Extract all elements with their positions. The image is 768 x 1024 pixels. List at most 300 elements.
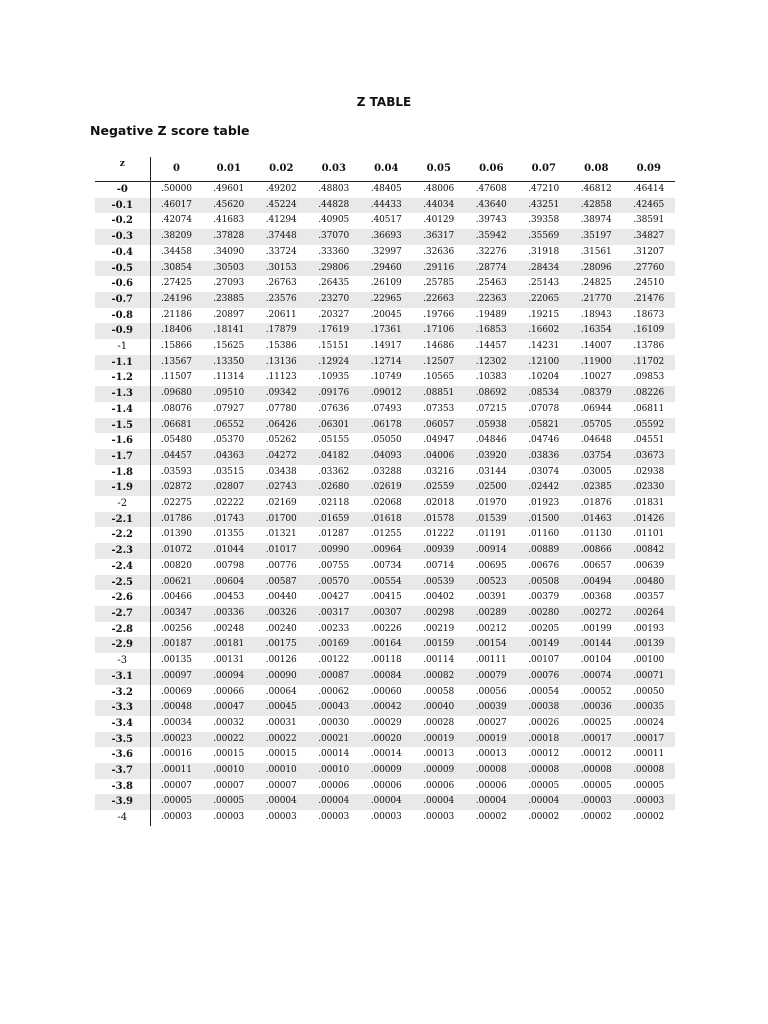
probability-cell: .03920: [465, 449, 518, 465]
table-row: [95, 575, 675, 591]
probability-cell: .39743: [475, 215, 507, 226]
probability-cell: .00539: [413, 575, 466, 591]
table-row: [95, 198, 675, 214]
z-value-cell: -3.5: [95, 732, 150, 748]
probability-cell: .00026: [528, 717, 560, 728]
probability-cell: .02743: [255, 480, 308, 496]
probability-cell: .00554: [360, 575, 413, 591]
probability-cell: .00009: [413, 763, 466, 779]
probability-cell: .00019: [413, 732, 466, 748]
probability-cell: .10565: [423, 372, 455, 383]
probability-cell: .00018: [518, 732, 571, 748]
probability-cell: .00005: [528, 780, 560, 791]
probability-cell: .19766: [423, 309, 455, 320]
z-value-cell: -2: [95, 496, 150, 512]
column-header: 0.06: [465, 157, 518, 182]
z-value-cell: -0.7: [95, 292, 150, 308]
probability-cell: .00639: [633, 560, 665, 571]
probability-cell: .48803: [318, 184, 350, 194]
probability-cell: .01160: [528, 529, 560, 540]
probability-cell: .01463: [570, 512, 623, 528]
probability-cell: .00040: [413, 700, 466, 716]
probability-cell: .00003: [318, 812, 350, 823]
probability-cell: .11507: [161, 372, 192, 383]
probability-cell: .20045: [370, 309, 402, 320]
probability-cell: .11900: [570, 355, 623, 371]
probability-cell: .00004: [413, 794, 466, 810]
probability-cell: .29460: [360, 261, 413, 277]
probability-cell: .01191: [475, 529, 507, 540]
probability-cell: .24196: [150, 292, 203, 308]
probability-cell: .00074: [570, 669, 623, 685]
probability-cell: .23270: [308, 292, 361, 308]
probability-cell: .25143: [528, 278, 560, 289]
z-column-header: z: [95, 157, 150, 182]
probability-cell: .01831: [633, 498, 665, 509]
probability-cell: .00047: [203, 700, 256, 716]
probability-cell: .00149: [518, 637, 571, 653]
table-row: [95, 292, 675, 308]
probability-cell: .03515: [213, 466, 245, 477]
probability-cell: .01072: [150, 543, 203, 559]
probability-cell: .00024: [633, 717, 665, 728]
table-header-row: [95, 157, 675, 182]
probability-cell: .01130: [580, 529, 612, 540]
probability-cell: .10204: [528, 372, 560, 383]
probability-cell: .01426: [623, 512, 676, 528]
probability-cell: .12302: [465, 355, 518, 371]
probability-cell: .34090: [213, 246, 245, 257]
z-table: [95, 157, 675, 826]
z-value-cell: -0.5: [95, 261, 150, 277]
probability-cell: .00264: [623, 606, 676, 622]
z-value-cell: -2.4: [95, 559, 150, 575]
probability-cell: .00002: [475, 812, 507, 823]
probability-cell: .02169: [265, 498, 297, 509]
probability-cell: .18943: [580, 309, 612, 320]
probability-cell: .00038: [518, 700, 571, 716]
probability-cell: .00004: [465, 794, 518, 810]
probability-cell: .30503: [203, 261, 256, 277]
probability-cell: .17361: [360, 323, 413, 339]
probability-cell: .00175: [255, 637, 308, 653]
z-value-cell: -0.1: [95, 198, 150, 214]
table-row: [95, 496, 675, 512]
probability-cell: .02619: [360, 480, 413, 496]
probability-cell: .35942: [465, 229, 518, 245]
probability-cell: .26763: [265, 278, 297, 289]
probability-cell: .42074: [161, 215, 192, 226]
probability-cell: .05480: [161, 435, 192, 446]
z-value-cell: -2.1: [95, 512, 150, 528]
z-value-cell: -1.9: [95, 480, 150, 496]
section-title: Negative Z score table: [90, 123, 250, 138]
probability-cell: .00019: [465, 732, 518, 748]
probability-cell: .00008: [465, 763, 518, 779]
probability-cell: .00004: [518, 794, 571, 810]
z-value-cell: -1.2: [95, 370, 150, 386]
probability-cell: .00570: [308, 575, 361, 591]
probability-cell: .00820: [161, 560, 192, 571]
probability-cell: .41294: [265, 215, 297, 226]
probability-cell: .00017: [623, 732, 676, 748]
probability-cell: .05938: [465, 418, 518, 434]
column-header: 0.03: [308, 157, 361, 182]
probability-cell: .13786: [633, 341, 665, 352]
probability-cell: .00005: [150, 794, 203, 810]
probability-cell: .00031: [265, 717, 297, 728]
probability-cell: .15625: [213, 341, 245, 352]
z-value-cell: -0: [95, 182, 150, 198]
probability-cell: .00107: [528, 655, 560, 666]
probability-cell: .39358: [528, 215, 560, 226]
probability-cell: .00020: [360, 732, 413, 748]
table-row: [95, 433, 675, 449]
probability-cell: .00010: [255, 763, 308, 779]
probability-cell: .13567: [150, 355, 203, 371]
probability-cell: .46812: [580, 184, 612, 194]
table-row: [95, 543, 675, 559]
probability-cell: .00082: [413, 669, 466, 685]
probability-cell: .02807: [203, 480, 256, 496]
z-value-cell: -2.2: [95, 527, 150, 543]
probability-cell: .01222: [423, 529, 455, 540]
probability-cell: .03593: [161, 466, 192, 477]
probability-cell: .00219: [423, 623, 455, 634]
probability-cell: .50000: [161, 184, 192, 194]
z-value-cell: -1.4: [95, 402, 150, 418]
probability-cell: .00776: [265, 560, 297, 571]
probability-cell: .05370: [213, 435, 245, 446]
probability-cell: .00240: [265, 623, 297, 634]
z-value-cell: -2.6: [95, 590, 150, 606]
probability-cell: .27093: [213, 278, 245, 289]
probability-cell: .00164: [360, 637, 413, 653]
probability-cell: .02018: [423, 498, 455, 509]
probability-cell: .00256: [161, 623, 192, 634]
probability-cell: .01659: [308, 512, 361, 528]
probability-cell: .01618: [360, 512, 413, 528]
probability-cell: .00052: [580, 686, 612, 697]
probability-cell: .06944: [580, 403, 612, 414]
probability-cell: .05821: [518, 418, 571, 434]
probability-cell: .00006: [475, 780, 507, 791]
probability-cell: .00523: [465, 575, 518, 591]
probability-cell: .00005: [203, 794, 256, 810]
probability-cell: .00004: [360, 794, 413, 810]
probability-cell: .00368: [580, 592, 612, 603]
probability-cell: .00003: [213, 812, 245, 823]
table-row: [95, 779, 675, 795]
probability-cell: .00013: [475, 749, 507, 760]
probability-cell: .00466: [161, 592, 192, 603]
table-row: [95, 512, 675, 528]
probability-cell: .00007: [265, 780, 297, 791]
table-row: [95, 276, 675, 292]
table-row: [95, 418, 675, 434]
probability-cell: .02500: [465, 480, 518, 496]
probability-cell: .00079: [465, 669, 518, 685]
probability-cell: .29806: [308, 261, 361, 277]
probability-cell: .30854: [150, 261, 203, 277]
probability-cell: .03074: [528, 466, 560, 477]
probability-cell: .16853: [465, 323, 518, 339]
probability-cell: .38974: [580, 215, 612, 226]
probability-cell: .00043: [308, 700, 361, 716]
probability-cell: .09176: [308, 386, 361, 402]
probability-cell: .00013: [423, 749, 455, 760]
probability-cell: .00734: [370, 560, 402, 571]
probability-cell: .00003: [570, 794, 623, 810]
probability-cell: .00004: [255, 794, 308, 810]
probability-cell: .00005: [633, 780, 665, 791]
probability-cell: .17619: [308, 323, 361, 339]
probability-cell: .45620: [203, 198, 256, 214]
probability-cell: .00357: [633, 592, 665, 603]
probability-cell: .00798: [213, 560, 245, 571]
probability-cell: .26109: [370, 278, 402, 289]
probability-cell: .00453: [213, 592, 245, 603]
probability-cell: .00034: [161, 717, 192, 728]
probability-cell: .02068: [370, 498, 402, 509]
probability-cell: .00003: [623, 794, 676, 810]
z-value-cell: -2.3: [95, 543, 150, 559]
z-value-cell: -2.5: [95, 575, 150, 591]
table-row: [95, 308, 675, 324]
probability-cell: .00066: [213, 686, 245, 697]
probability-cell: .00012: [528, 749, 560, 760]
table-row: [95, 213, 675, 229]
probability-cell: .00097: [150, 669, 203, 685]
probability-cell: .13350: [203, 355, 256, 371]
column-header: 0.07: [518, 157, 571, 182]
probability-cell: .02872: [150, 480, 203, 496]
z-value-cell: -1.8: [95, 465, 150, 481]
probability-cell: .04006: [413, 449, 466, 465]
probability-cell: .00064: [265, 686, 297, 697]
probability-cell: .31207: [633, 246, 665, 257]
table-row: [95, 669, 675, 685]
table-row: [95, 339, 675, 355]
probability-cell: .23885: [203, 292, 256, 308]
table-row: [95, 245, 675, 261]
table-row: [95, 685, 675, 701]
probability-cell: .00012: [580, 749, 612, 760]
probability-cell: .01539: [465, 512, 518, 528]
z-value-cell: -2.8: [95, 622, 150, 638]
probability-cell: .00006: [423, 780, 455, 791]
column-header: 0.08: [570, 157, 623, 182]
probability-cell: .16354: [570, 323, 623, 339]
probability-cell: .14457: [475, 341, 507, 352]
z-value-cell: -0.6: [95, 276, 150, 292]
probability-cell: .00039: [465, 700, 518, 716]
probability-cell: .27760: [623, 261, 676, 277]
probability-cell: .00508: [518, 575, 571, 591]
probability-cell: .03673: [623, 449, 676, 465]
probability-cell: .00003: [370, 812, 402, 823]
probability-cell: .00676: [528, 560, 560, 571]
probability-cell: .02442: [518, 480, 571, 496]
probability-cell: .09680: [150, 386, 203, 402]
table-row: [95, 606, 675, 622]
probability-cell: .08226: [623, 386, 676, 402]
probability-cell: .15151: [318, 341, 350, 352]
probability-cell: .01044: [203, 543, 256, 559]
probability-cell: .00054: [528, 686, 560, 697]
probability-cell: .01355: [213, 529, 245, 540]
table-row: [95, 449, 675, 465]
probability-cell: .00379: [528, 592, 560, 603]
probability-cell: .14917: [370, 341, 402, 352]
probability-cell: .38591: [633, 215, 665, 226]
probability-cell: .00006: [318, 780, 350, 791]
probability-cell: .22363: [465, 292, 518, 308]
probability-cell: .07215: [475, 403, 507, 414]
probability-cell: .00006: [370, 780, 402, 791]
z-value-cell: -3.9: [95, 794, 150, 810]
probability-cell: .00036: [570, 700, 623, 716]
probability-cell: .00008: [623, 763, 676, 779]
probability-cell: .25463: [475, 278, 507, 289]
probability-cell: .00205: [528, 623, 560, 634]
probability-cell: .11702: [623, 355, 676, 371]
probability-cell: .29116: [413, 261, 466, 277]
probability-cell: .08851: [413, 386, 466, 402]
probability-cell: .00011: [633, 749, 665, 760]
probability-cell: .00005: [580, 780, 612, 791]
probability-cell: .00087: [308, 669, 361, 685]
probability-cell: .45224: [255, 198, 308, 214]
probability-cell: .18141: [203, 323, 256, 339]
probability-cell: .00317: [308, 606, 361, 622]
table-row: [95, 182, 675, 198]
probability-cell: .07780: [265, 403, 297, 414]
probability-cell: .00621: [150, 575, 203, 591]
probability-cell: .05262: [265, 435, 297, 446]
probability-cell: .01255: [370, 529, 402, 540]
probability-cell: .01321: [265, 529, 297, 540]
probability-cell: .00007: [213, 780, 245, 791]
table-row: [95, 716, 675, 732]
probability-cell: .44828: [308, 198, 361, 214]
probability-cell: .19215: [528, 309, 560, 320]
probability-cell: .00187: [150, 637, 203, 653]
probability-cell: .04093: [360, 449, 413, 465]
probability-cell: .05592: [623, 418, 676, 434]
table-row: [95, 732, 675, 748]
probability-cell: .20897: [213, 309, 245, 320]
probability-cell: .43251: [518, 198, 571, 214]
table-row: [95, 794, 675, 810]
probability-cell: .00126: [265, 655, 297, 666]
column-header: 0.09: [623, 157, 676, 182]
probability-cell: .11123: [265, 372, 297, 383]
probability-cell: .00003: [265, 812, 297, 823]
probability-cell: .14007: [580, 341, 612, 352]
probability-cell: .00007: [161, 780, 192, 791]
probability-cell: .20327: [318, 309, 350, 320]
probability-cell: .07927: [213, 403, 245, 414]
probability-cell: .10935: [318, 372, 350, 383]
probability-cell: .06552: [203, 418, 256, 434]
probability-cell: .36693: [360, 229, 413, 245]
probability-cell: .00069: [161, 686, 192, 697]
probability-cell: .00415: [370, 592, 402, 603]
probability-cell: .06811: [633, 403, 665, 414]
z-value-cell: -1.7: [95, 449, 150, 465]
probability-cell: .19489: [475, 309, 507, 320]
probability-cell: .11314: [213, 372, 245, 383]
probability-cell: .00272: [570, 606, 623, 622]
probability-cell: .40517: [370, 215, 402, 226]
probability-cell: .34458: [161, 246, 192, 257]
probability-cell: .00914: [465, 543, 518, 559]
z-value-cell: -2.7: [95, 606, 150, 622]
z-value-cell: -3.1: [95, 669, 150, 685]
probability-cell: .00866: [570, 543, 623, 559]
probability-cell: .00025: [580, 717, 612, 728]
table-row: [95, 323, 675, 339]
probability-cell: .12714: [360, 355, 413, 371]
probability-cell: .02385: [570, 480, 623, 496]
probability-cell: .00060: [370, 686, 402, 697]
probability-cell: .16109: [623, 323, 676, 339]
z-value-cell: -0.3: [95, 229, 150, 245]
probability-cell: .14231: [528, 341, 560, 352]
probability-cell: .00226: [370, 623, 402, 634]
probability-cell: .10383: [475, 372, 507, 383]
probability-cell: .01786: [150, 512, 203, 528]
probability-cell: .24510: [633, 278, 665, 289]
probability-cell: .16602: [518, 323, 571, 339]
z-value-cell: -0.2: [95, 213, 150, 229]
probability-cell: .35197: [570, 229, 623, 245]
probability-cell: .00062: [318, 686, 350, 697]
probability-cell: .01876: [580, 498, 612, 509]
probability-cell: .04551: [633, 435, 665, 446]
probability-cell: .00181: [203, 637, 256, 653]
probability-cell: .07636: [318, 403, 350, 414]
column-header: 0.04: [360, 157, 413, 182]
probability-cell: .06178: [360, 418, 413, 434]
probability-cell: .32997: [370, 246, 402, 257]
table-row: [95, 622, 675, 638]
probability-cell: .30153: [255, 261, 308, 277]
probability-cell: .41683: [213, 215, 245, 226]
probability-cell: .00017: [570, 732, 623, 748]
probability-cell: .00016: [161, 749, 192, 760]
probability-cell: .04182: [308, 449, 361, 465]
probability-cell: .01390: [161, 529, 192, 540]
table-row: [95, 653, 675, 669]
z-value-cell: -0.4: [95, 245, 150, 261]
table-row: [95, 465, 675, 481]
table-row: [95, 370, 675, 386]
probability-cell: .00090: [255, 669, 308, 685]
probability-cell: .44034: [413, 198, 466, 214]
probability-cell: .02275: [161, 498, 192, 509]
probability-cell: .00008: [570, 763, 623, 779]
probability-cell: .27425: [161, 278, 192, 289]
probability-cell: .23576: [255, 292, 308, 308]
probability-cell: .00050: [633, 686, 665, 697]
probability-cell: .21186: [161, 309, 192, 320]
probability-cell: .02559: [413, 480, 466, 496]
probability-cell: .21476: [623, 292, 676, 308]
table-row: [95, 386, 675, 402]
probability-cell: .00035: [623, 700, 676, 716]
